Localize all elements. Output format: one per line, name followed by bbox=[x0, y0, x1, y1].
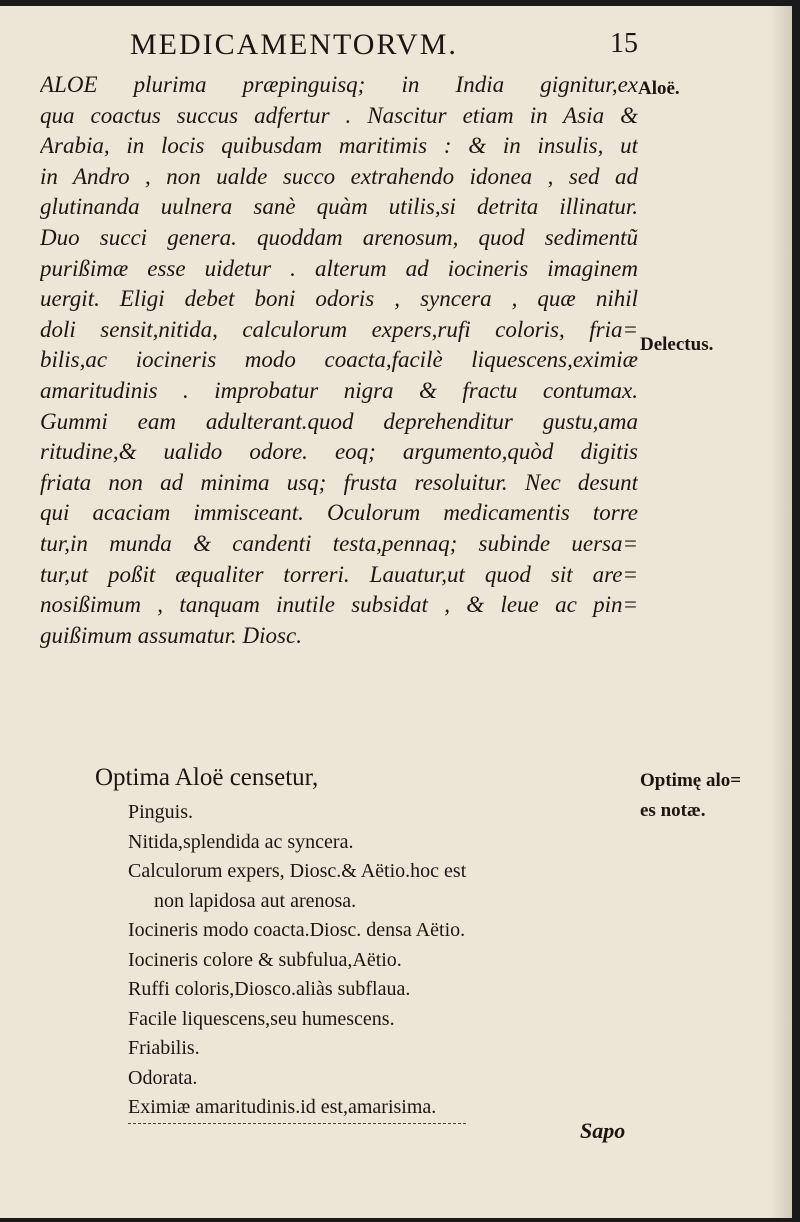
list-item: Friabilis. bbox=[128, 1037, 200, 1059]
list-item: Odorata. bbox=[128, 1066, 198, 1089]
list-heading: Optima Aloë censetur, bbox=[95, 764, 319, 791]
list-item: Iocineris colore & subfulua,Aëtio. bbox=[128, 948, 402, 971]
running-header: MEDICAMENTORVM. bbox=[130, 28, 458, 61]
list-item: Eximiæ amaritudinis.id est,amarisima. bbox=[128, 1093, 466, 1124]
text-line: Arabia, in locis quibusdam maritimis : & in insulis, ut bbox=[40, 133, 638, 159]
margin-note-delectus: Delectus. bbox=[640, 334, 714, 355]
list-item: Pinguis. bbox=[128, 801, 194, 823]
margin-note-aloe: Aloë. bbox=[638, 78, 680, 99]
list-item: Nitida,splendida ac syncera. bbox=[128, 830, 354, 853]
text-line: guißimum assumatur. Diosc. bbox=[40, 622, 302, 648]
text-line: ALOE plurima præpinguisq; in India gignitur,ex bbox=[40, 72, 638, 97]
text-line: ritudine,& ualido odore. eoq; argumento,quòd digitis bbox=[40, 439, 638, 465]
text-line: uergit. Eligi debet boni odoris , syncera , quæ nihil bbox=[40, 286, 638, 312]
text-line: Duo succi genera. quoddam arenosum, quod sedimentũ bbox=[40, 224, 638, 250]
text-line: qua coactus succus adfertur . Nascitur etiam in Asia & bbox=[40, 102, 638, 128]
margin-note-optimae-2: es notæ. bbox=[640, 800, 706, 821]
margin-note-optimae-1: Optimę alo= bbox=[640, 770, 742, 791]
body-text bbox=[40, 70, 638, 651]
page-number: 15 bbox=[610, 28, 638, 59]
text-line: bilis,ac iocineris modo coacta,facilè liquescens,eximiæ bbox=[40, 347, 638, 373]
text-line: in Andro , non ualde succo extrahendo idonea , sed ad bbox=[40, 163, 638, 189]
list-item: Iocineris modo coacta.Diosc. densa Aëtio. bbox=[128, 919, 466, 941]
text-line: doli sensit,nitida, calculorum expers,rufi coloris, fria= bbox=[40, 316, 638, 342]
qualities-list bbox=[128, 798, 466, 1124]
text-line: Gummi eam adulterant.quod deprehenditur gustu,ama bbox=[40, 408, 638, 434]
text-line: nosißimum , tanquam inutile subsidat , & leue ac pin= bbox=[40, 592, 638, 618]
list-item: Ruffi coloris,Diosco.aliàs subflaua. bbox=[128, 978, 411, 1000]
catchword: Sapo bbox=[580, 1118, 626, 1143]
text-line: tur,in munda & candenti testa,pennaq; subinde uersa= bbox=[40, 530, 638, 556]
text-line: qui acaciam immisceant. Oculorum medicamentis torre bbox=[40, 500, 638, 526]
text-line: amaritudinis . improbatur nigra & fractu contumax. bbox=[40, 377, 638, 403]
text-line: tur,ut poßit æqualiter torreri. Lauatur,ut quod sit are= bbox=[40, 561, 638, 587]
book-page bbox=[0, 6, 792, 1218]
list-item: Facile liquescens,seu humescens. bbox=[128, 1007, 395, 1030]
text-line: purißimæ esse uidetur . alterum ad iocineris imaginem bbox=[40, 255, 638, 281]
text-line: glutinanda uulnera sanè quàm utilis,si detrita illinatur. bbox=[40, 194, 638, 220]
text-line: friata non ad minima usq; frusta resoluitur. Nec desunt bbox=[40, 469, 638, 495]
list-item: non lapidosa aut arenosa. bbox=[154, 889, 357, 912]
list-item: Calculorum expers, Diosc.& Aëtio.hoc est bbox=[128, 860, 467, 882]
